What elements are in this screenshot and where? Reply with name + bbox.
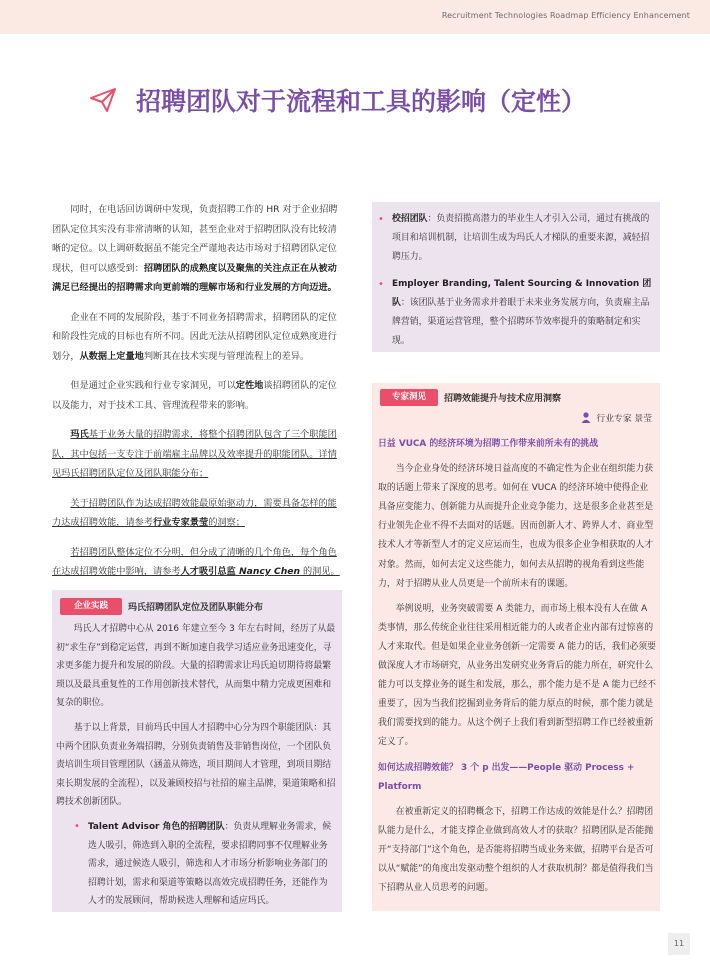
bold-text: 校招团队 xyxy=(392,214,428,224)
case-box xyxy=(52,590,342,912)
author-name: 行业专家 景莹 xyxy=(596,414,652,424)
running-header xyxy=(0,0,710,34)
bullet-body xyxy=(392,210,654,267)
case-tag: 企业实践 xyxy=(60,598,122,615)
paragraph: 玛氏人才招聘中心从 2016 年建立至今 3 年左右时间，经历了从最初“求生存”到稳定运营，再到不断加速自我学习适应业务迅速变化，寻求更多能力提升和发展的阶段。大量的招聘需求让玛氏迫切期待将最繁琐以及最具重复性的工作用创新技术替代，从而集中精力完成更困难和复杂的职位。 xyxy=(56,624,336,709)
bold-italic-text: Nancy Chen xyxy=(235,566,301,577)
bold-text: 玛氏 xyxy=(70,429,89,440)
text: 判断其在技术实现与管理流程上的差异。 xyxy=(143,350,310,362)
text: 同时，在电话回访调研中发现，负责招聘工作的 HR 对于企业招聘团队定位其实没有非常清晰的认知，甚至企业对于招聘团队没有比较清晰的定位。以上调研数据虽不能完全严谨地表达市场对于招聘团队定位现状，但可以感受到： xyxy=(52,204,338,274)
bullet-body xyxy=(392,275,654,351)
text: 的洞见。 xyxy=(300,566,340,577)
case-title: 玛氏招聘团队定位及团队职能分布 xyxy=(128,603,264,613)
bullet-item xyxy=(378,210,654,267)
expert-box-header xyxy=(380,389,561,406)
text: ：该团队基于业务需求并着眼于未来业务发展方向，负责雇主品牌营销，渠道运营管理，整个招聘环节效率提升的策略制定和实现。 xyxy=(392,298,650,346)
paragraph-link[interactable] xyxy=(52,425,340,484)
left-column xyxy=(52,200,340,582)
teams-box xyxy=(372,202,660,352)
paragraph-link[interactable] xyxy=(52,494,340,533)
text: 若招聘团队整体定位不分明，但分成了清晰的几个角色，每个角色在达成招聘效能中影响，请参考 xyxy=(52,546,337,577)
bullet-dot-icon: • xyxy=(74,820,80,832)
paragraph: 在被重新定义的招聘概念下，招聘工作达成的效能是什么？招聘团队能力是什么，才能支撑企业做到高效人才的获取？招聘团队是否能抛开“支持部门”这个角色，是否能将招聘当成业务来做，招聘平台是否可以从“赋能”的角度出发驱动整个组织的人才获取机制？都是值得我们当下招聘从业人员思考的问题。 xyxy=(378,806,654,894)
expert-title: 招聘效能提升与技术应用洞察 xyxy=(444,394,562,404)
section-heading: 如何达成招聘效能？ 3 个 p 出发——People 驱动 Process + Platform xyxy=(378,762,635,792)
text: 谈招聘团队的定位以及能力，对于技术工具、管理流程带来的影响。 xyxy=(52,380,337,411)
bullet-dot-icon: • xyxy=(378,279,384,290)
bold-text: 行业专家景莹 xyxy=(153,517,209,528)
bold-text: 定性地 xyxy=(235,380,264,391)
text: 的洞察； xyxy=(208,517,245,528)
paragraph: 基于以上背景，目前玛氏中国人才招聘中心分为四个职能团队：其中两个团队负责业务端招聘，分别负责销售及非销售岗位，一个团队负责培训生项目管理团队（涵盖从筛选，项目期间人才管理，到项目期结束长期发展的全流程），以及兼顾校招与社招的雇主品牌，渠道策略和招聘技术创新团队。 xyxy=(56,722,336,808)
paragraph xyxy=(52,308,340,367)
text: ：负责从理解业务需求，候选人吸引，筛选到入职的全流程，要求招聘同事不仅理解业务需求，通过候选人吸引，筛选和人才市场分析影响业务部门的招聘计划，需求和渠道等策略以高效完成招聘任务，还能作为人才的发展顾问，帮助候选人理解和适应玛氏。 xyxy=(88,821,332,907)
bullet-item xyxy=(56,818,336,911)
bold-text: 人才吸引总监 xyxy=(180,566,236,577)
bold-text: Talent Advisor 角色的招聘团队 xyxy=(88,821,225,832)
case-box-header xyxy=(60,598,263,615)
bullet-body xyxy=(88,818,336,911)
paragraph: 举例说明，业务突破需要 A 类能力，而市场上根本没有人在做 A 类事情，那么传统企业往往采用相近能力的人或者企业内部有过惊喜的人才来取代。但是如果企业业务创新一定需要 A 能力的话，我们必须要做深度人才市场研究，从业务出发研究业务背后的能力所在，研究什么能力可以支撑业务的诞生和发展，那么，那个能力是不是 A 能力已经不重要了，因为当我们挖掘到业务背后的能力原点的时候，那个能力就是我们需要找到的能力。从这个例子上我们看到新型招聘工作已经被重新定义了。 xyxy=(378,603,656,748)
text: 企业在不同的发展阶段，基于不同业务招聘需求，招聘团队的定位和阶段性完成的目标也有所不同。因此无法从招聘团队定位成熟度进行划分， xyxy=(52,311,337,362)
paper-plane-icon xyxy=(88,85,118,115)
text: 但是通过企业实践和行业专家洞见，可以 xyxy=(70,380,236,391)
paragraph xyxy=(52,376,340,415)
text: ：负责招揽高潜力的毕业生人才引入公司，通过有挑战的项目和培训机制，让培训生成为玛氏人才梯队的重要来源，减轻招聘压力。 xyxy=(392,214,650,262)
page-title: 招聘团队对于流程和工具的影响（定性） xyxy=(136,87,587,116)
text: 基于业务大量的招聘需求，将整个招聘团队包含了三个职能团队，其中包括一支专注于前端雇主品牌以及效率提升的职能团队。详情见玛氏招聘团队定位及团队职能分布； xyxy=(52,429,337,479)
person-icon xyxy=(581,412,591,423)
teams-body xyxy=(378,210,654,351)
page-number: 11 xyxy=(668,933,690,955)
page-title-row xyxy=(88,80,586,120)
paragraph-link[interactable] xyxy=(52,543,340,582)
expert-tag: 专家洞见 xyxy=(380,389,438,406)
bullet-item xyxy=(378,275,654,351)
bullet-dot-icon: • xyxy=(378,214,384,225)
running-title: Recruitment Technologies Roadmap Efficiency Enhancement xyxy=(441,11,690,20)
paragraph: 当今企业身处的经济环境日益高度的不确定性为企业在组织能力获取的话题上带来了深度的思考。如何在 VUCA 的经济环境中使得企业具备应变能力、创新能力从而提升企业竞争能力，这是很多企业甚至是行业领先企业不得不去面对的话题。因而创新人才、跨界人才、商业型技术人才等新型人才的定义应运而生，也成为很多企业争相获取的人才对象。然而，如何去定义这些能力，如何去从招聘的视角看到这些能力，对于招聘从业人员更是一个前所未有的课题。 xyxy=(378,464,654,589)
bold-text: Employer Branding, Talent Sourcing & Innovation 团队 xyxy=(392,279,652,308)
section-heading: 日益 VUCA 的经济环境为招聘工作带来前所未有的挑战 xyxy=(378,439,599,449)
expert-author xyxy=(581,411,652,424)
bold-text: 从数据上定量地 xyxy=(79,350,144,362)
case-body xyxy=(56,620,336,911)
bold-text: 招聘团队的成熟度以及聚焦的关注点正在从被动满足已经提出的招聘需求向更前端的理解市场和行业发展的方向迈进。 xyxy=(52,262,337,293)
paragraph xyxy=(52,200,340,298)
text: 关于招聘团队作为达成招聘效能最原始驱动力，需要具备怎样的能力达成招聘效能，请参考 xyxy=(52,497,337,528)
expert-body xyxy=(378,435,656,898)
expert-box xyxy=(372,383,660,911)
